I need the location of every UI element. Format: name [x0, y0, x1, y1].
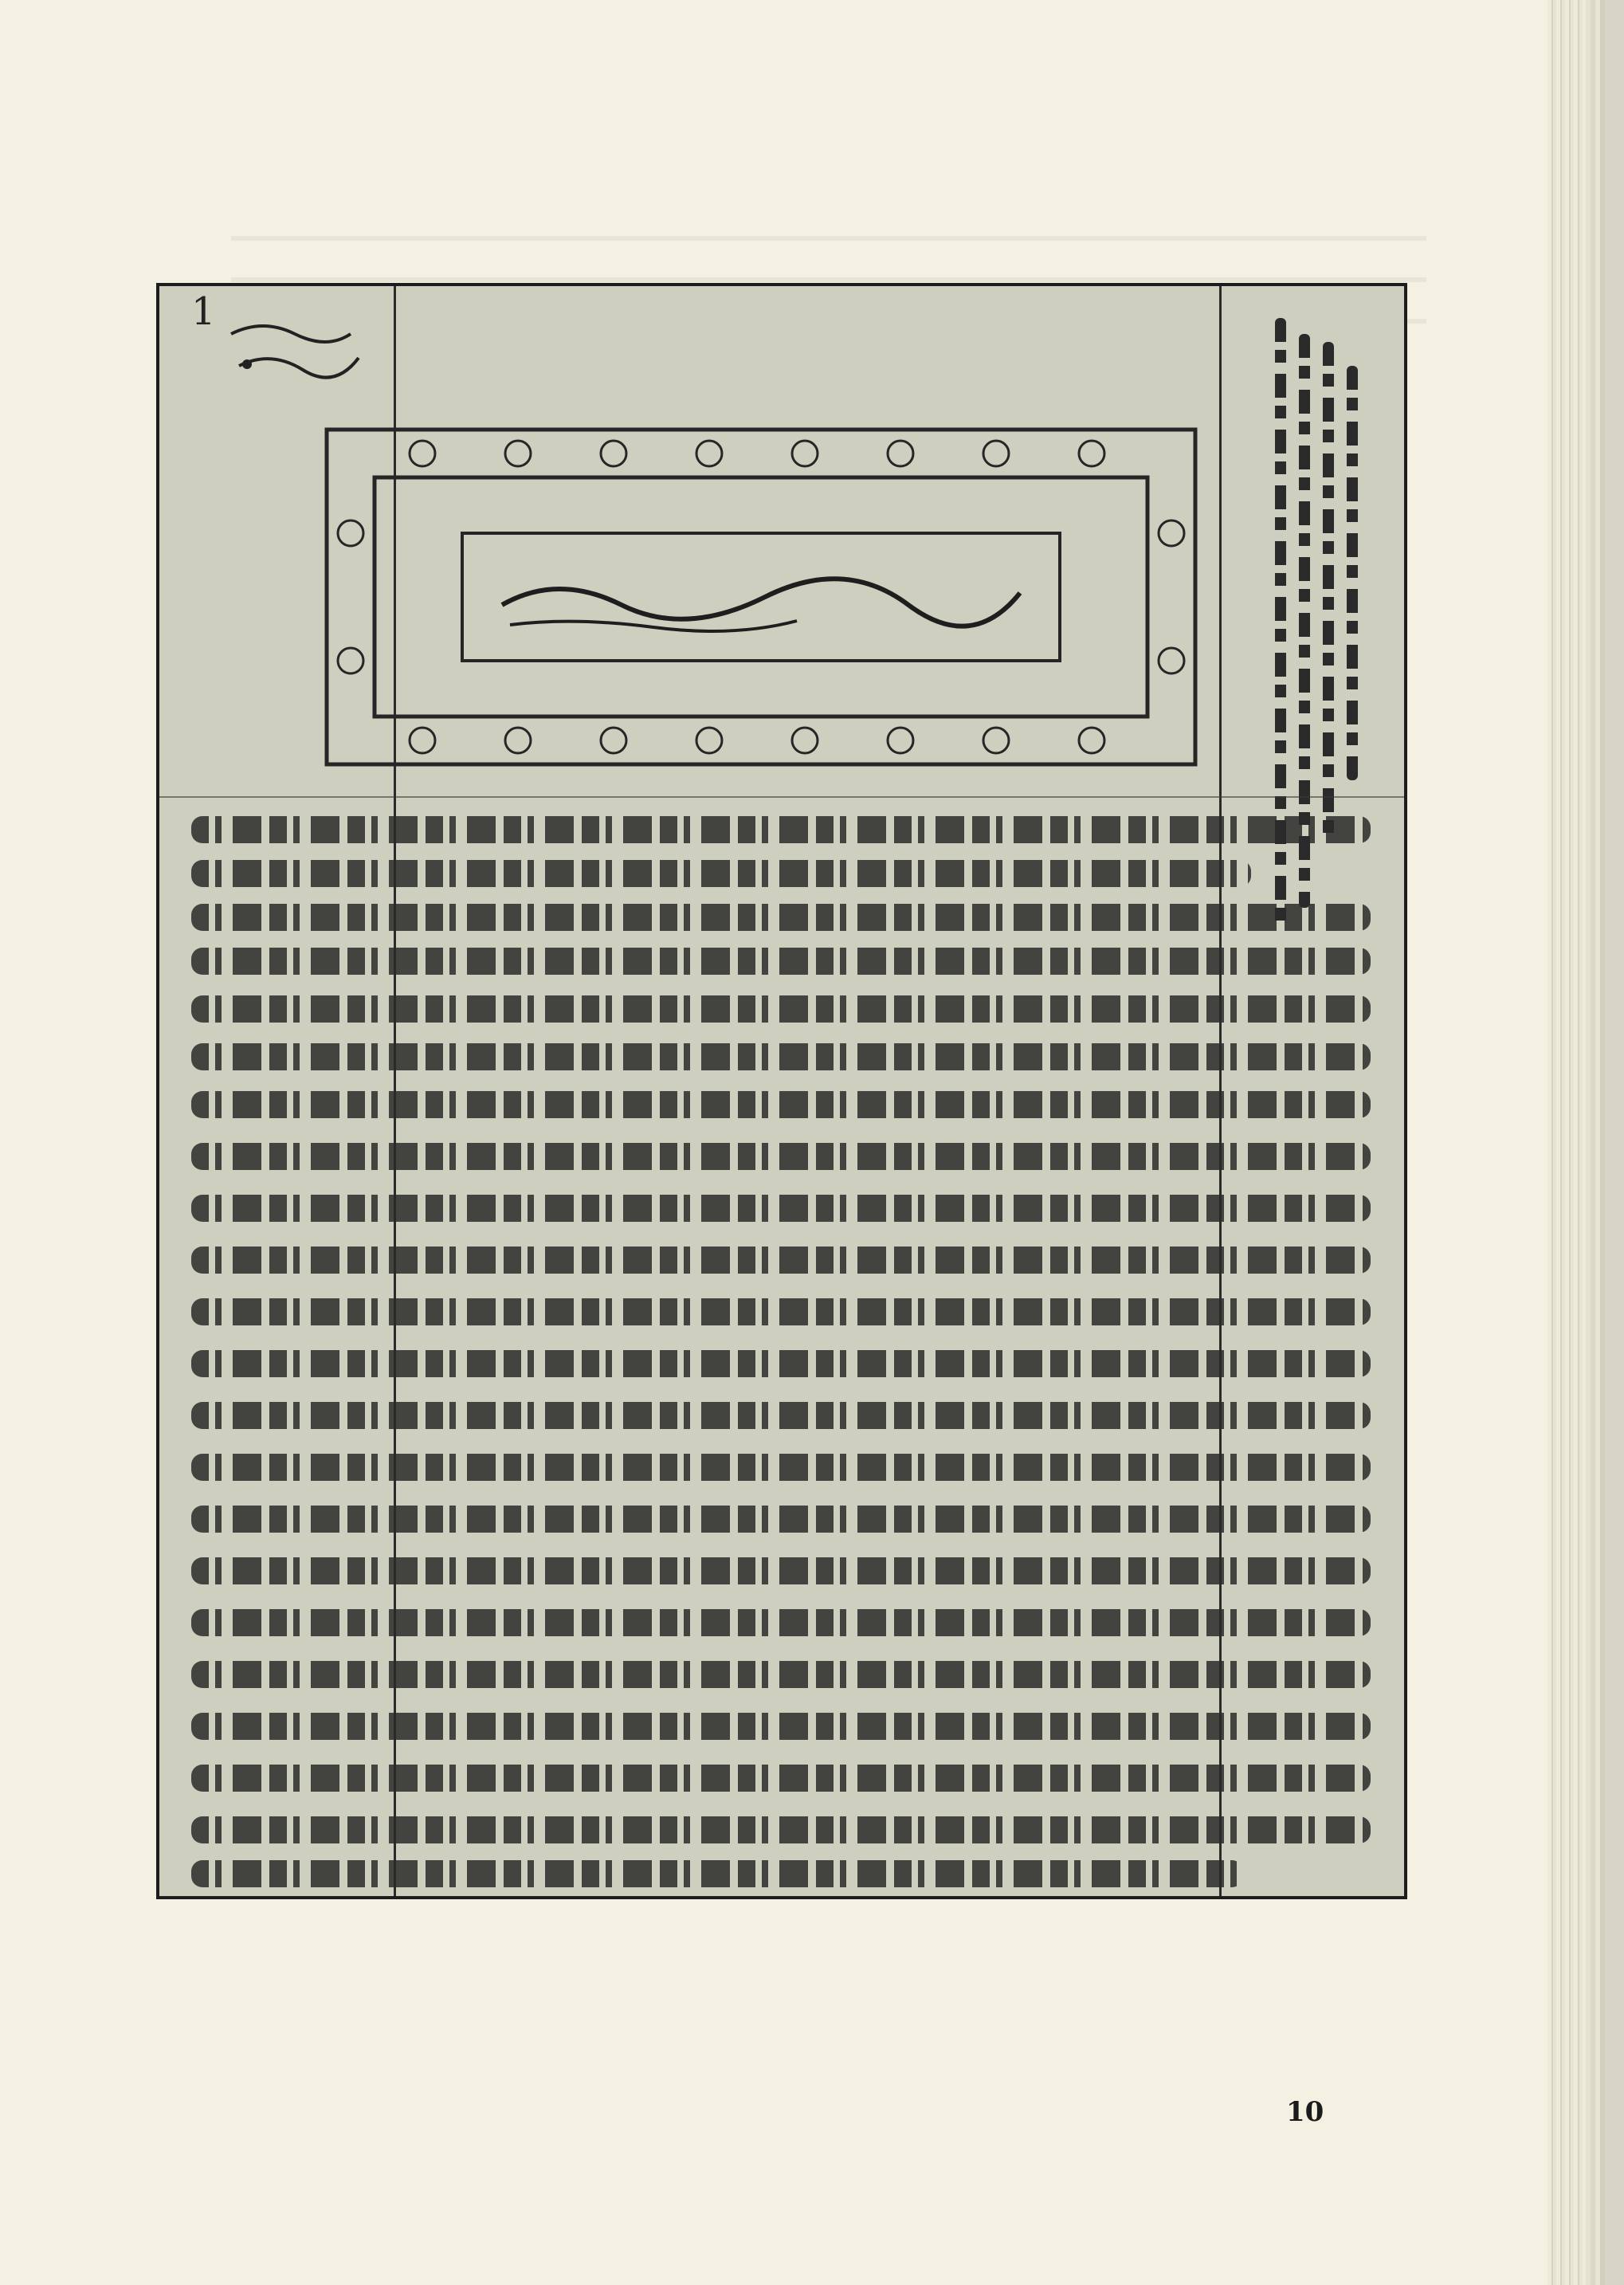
- manuscript-line: [191, 1298, 1371, 1325]
- manuscript-line: [191, 1506, 1371, 1533]
- manuscript-line: [191, 904, 1371, 931]
- manuscript-line: [191, 995, 1371, 1023]
- marginal-note: [1267, 318, 1379, 972]
- manuscript-line: [191, 1765, 1371, 1792]
- manuscript-line: [191, 1816, 1371, 1843]
- page-stack-edge: [1548, 0, 1586, 2285]
- manuscript-line: [191, 948, 1371, 975]
- manuscript-line: [191, 860, 1251, 887]
- manuscript-line: [191, 1091, 1371, 1118]
- manuscript-line: [191, 1860, 1243, 1887]
- manuscript-line: [191, 1195, 1371, 1222]
- library-stamp-mark: [215, 302, 367, 398]
- manuscript-line: [191, 816, 1371, 843]
- manuscript-line: [191, 1402, 1371, 1429]
- manuscript-line: [191, 1557, 1371, 1584]
- manuscript-line: [191, 1454, 1371, 1481]
- manuscript-line: [191, 1247, 1371, 1274]
- manuscript-line: [191, 1609, 1371, 1636]
- manuscript-line: [191, 1043, 1371, 1070]
- folio-mark: 1: [191, 289, 216, 334]
- manuscript-line: [191, 1350, 1371, 1377]
- manuscript-line: [191, 1661, 1371, 1688]
- manuscript-facsimile: [156, 283, 1407, 1899]
- illuminated-frame: [319, 422, 1203, 772]
- manuscript-line: [191, 1713, 1371, 1740]
- page-number: 10: [1286, 2096, 1324, 2128]
- manuscript-line: [191, 1143, 1371, 1170]
